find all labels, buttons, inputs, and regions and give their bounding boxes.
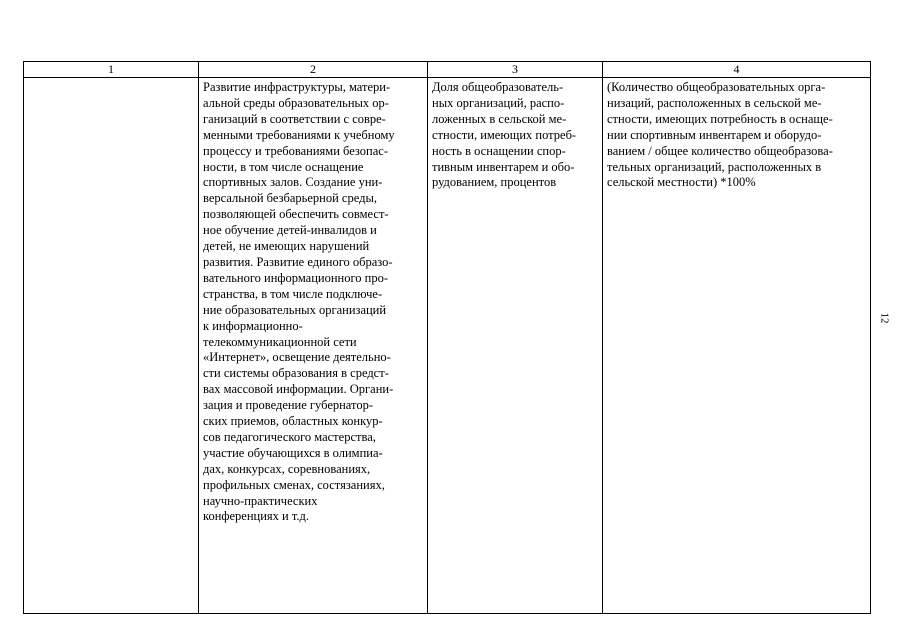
page-number: 12 [878,312,891,324]
header-col-1: 1 [24,62,199,78]
table-row [24,78,871,614]
cell-col-2 [199,78,428,614]
header-col-2: 2 [199,62,428,78]
table-header-row [24,62,871,78]
cell-col-4 [603,78,871,614]
header-col-3: 3 [428,62,603,78]
indicator-table [23,61,871,614]
cell-col-1 [24,78,199,614]
indicator-name-text: Доля общеобразователь- ных организаций, распо- ложенных в сельской ме- стности, имеющих потреб- ность в оснащении спор- тивным инвентарем и обо- рудованием, процентов [432,80,577,190]
task-description-text: Развитие инфраструктуры, матери- альной среды образовательных ор- ганизаций в соответствии с совре- менными требованиями к учебному процессу и требованиями безопас- ности, в том числе оснащение спортивных залов. Создание уни- версальной безбарьерной среды, позволяющей обеспечить совмест- ное обучение детей-инвалидов и детей, не имеющих нарушений развития. Развитие единого образо- вательного информационного про- странства, в том числе подключе- ние образовательных организаций к информационно- телекоммуникационной сети «Интернет», освещение деятельно- сти системы образования в средст- вах массовой информации. Органи- зация и проведение губернатор- ских приемов, областных конкур- сов педагогического мастерства, участие обучающихся в олимпиа- дах, конкурсах, соревнованиях, профильных сменах, состязаниях, научно-практических конференциях и т.д. [203,80,395,524]
calculation-method-text: (Количество общеобразовательных орга- низаций, расположенных в сельской ме- стности, имеющих потребность в оснаще- нии спортивным инвентарем и оборудо- ванием / общее количество общеобразова- тельных организаций, расположенных в сельской местности) *100% [607,80,833,190]
header-col-4: 4 [603,62,871,78]
cell-col-3 [428,78,603,614]
